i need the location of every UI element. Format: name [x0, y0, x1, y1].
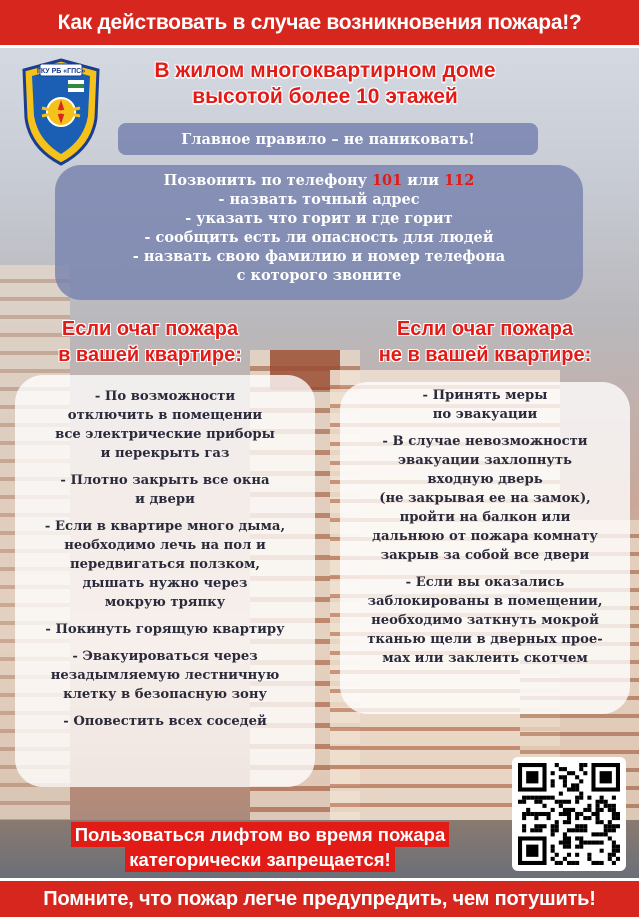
left-instruction-item	[21, 517, 309, 612]
right-title-line-1: Если очаг пожара	[396, 318, 574, 340]
left-instructions-panel	[15, 375, 315, 787]
call-step: с которого звоните	[236, 267, 402, 284]
left-instruction-line: - По возможности	[94, 389, 236, 404]
left-instruction-line: клетку в безопасную зону	[63, 687, 267, 702]
left-column-title	[30, 316, 270, 368]
left-instruction-line: и двери	[135, 492, 195, 507]
left-instruction-line: передвигаться ползком,	[69, 557, 261, 572]
top-banner	[0, 0, 639, 48]
right-instruction-line: входную дверь	[427, 472, 543, 487]
right-instruction-line: (не закрывая ее на замок),	[379, 491, 591, 506]
fire-service-emblem-icon	[18, 56, 104, 168]
emergency-call-box	[55, 165, 583, 300]
phone-number-101: 101	[371, 172, 403, 189]
right-instruction-line: тканью щели в дверных прое-	[367, 632, 603, 647]
footer-slogan: Помните, что пожар легче предупредить, чем потушить!	[43, 887, 596, 910]
qr-code-icon	[518, 763, 620, 865]
phone-number-112: 112	[444, 172, 475, 189]
call-step: - назвать свою фамилию и номер телефона	[132, 248, 506, 265]
right-instruction-line: пройти на балкон или	[399, 510, 571, 525]
left-instruction-line: все электрические приборы	[55, 427, 275, 442]
left-instruction-line: - Эвакуироваться через	[72, 649, 258, 664]
subtitle-line-2: высотой более 10 этажей	[192, 85, 458, 108]
warning-line-2: категорически запрещается!	[125, 847, 394, 872]
left-instruction-line: - Плотно закрыть все окна	[60, 473, 270, 488]
call-step: - сообщить есть ли опасность для людей	[144, 229, 494, 246]
subtitle-line-1: В жилом многоквартирном доме	[154, 59, 496, 82]
call-step: - назвать точный адрес	[218, 191, 420, 208]
right-instruction-line: эвакуации захлопнуть	[398, 453, 572, 468]
call-step: - указать что горит и где горит	[185, 210, 453, 227]
bottom-banner	[0, 878, 639, 917]
right-instruction-line: - В случае невозможности	[382, 434, 588, 449]
left-instruction-line: - Оповестить всех соседей	[63, 714, 267, 729]
emblem-text: ГКУ РБ «ГПС»	[36, 68, 86, 75]
call-prefix: Позвонить по телефону	[163, 172, 372, 189]
right-instruction-item	[346, 573, 624, 668]
elevator-warning	[20, 822, 500, 872]
left-instruction-line: - Если в квартире много дыма,	[44, 519, 286, 534]
right-instructions-panel	[340, 382, 630, 714]
right-instruction-line: закрыв за собой все двери	[380, 548, 590, 563]
poster-title: Как действовать в случае возникновения пожара!?	[57, 10, 582, 34]
right-instruction-line: по эвакуации	[432, 407, 538, 422]
left-instruction-line: незадымляемую лестничную	[50, 668, 280, 683]
right-instruction-line: необходимо заткнуть мокрой	[371, 613, 599, 628]
right-column-title	[355, 316, 615, 368]
left-instruction-item	[21, 712, 309, 731]
left-instruction-item	[21, 471, 309, 509]
right-title-line-2: не в вашей квартире:	[378, 344, 592, 366]
right-instruction-item	[346, 432, 624, 565]
right-instruction-line: дальнюю от пожара комнату	[372, 529, 598, 544]
left-instruction-line: отключить в помещении	[67, 408, 263, 423]
left-title-line-1: Если очаг пожара	[61, 318, 239, 340]
left-instruction-line: дышать нужно через	[82, 576, 248, 591]
right-instruction-line: - Принять меры	[422, 388, 548, 403]
right-instruction-line: мах или заклеить скотчем	[382, 651, 588, 666]
left-instruction-item	[21, 387, 309, 463]
call-or: или	[402, 172, 445, 189]
right-instruction-line: - Если вы оказались	[405, 575, 565, 590]
main-rule-text: Главное правило – не паниковать!	[181, 130, 475, 148]
call-line	[55, 171, 583, 190]
building-type-subtitle	[110, 58, 540, 110]
right-instruction-item	[346, 386, 624, 424]
left-instruction-line: - Покинуть горящую квартиру	[45, 622, 285, 637]
qr-code[interactable]	[512, 757, 626, 871]
left-instruction-item	[21, 620, 309, 639]
left-title-line-2: в вашей квартире:	[58, 344, 242, 366]
left-instruction-line: мокрую тряпку	[104, 595, 226, 610]
warning-line-1: Пользоваться лифтом во время пожара	[71, 822, 450, 847]
left-instruction-line: и перекрыть газ	[100, 446, 230, 461]
right-instruction-line: заблокированы в помещении,	[367, 594, 603, 609]
left-instruction-line: необходимо лечь на пол и	[64, 538, 266, 553]
left-instruction-item	[21, 647, 309, 704]
main-rule-box	[118, 123, 538, 155]
